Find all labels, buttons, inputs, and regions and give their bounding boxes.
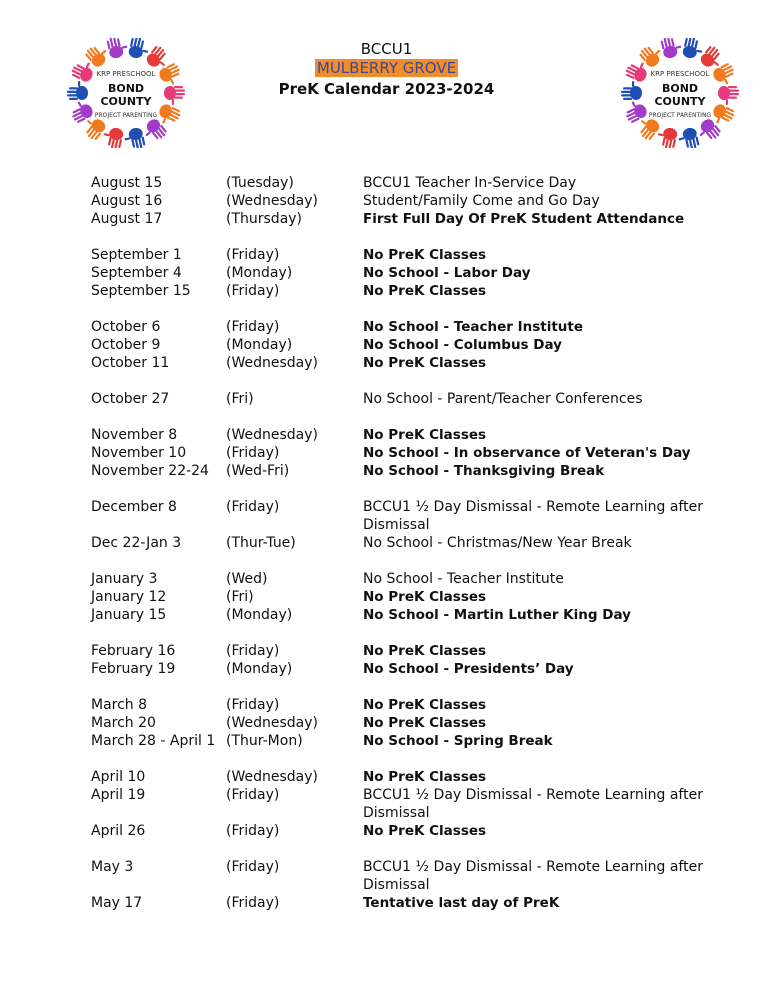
calendar-row: [91, 786, 731, 822]
calendar-row: [91, 282, 731, 300]
event-date: January 15: [91, 607, 167, 623]
event-description: BCCU1 ½ Day Dismissal - Remote Learning after Dismissal: [363, 787, 703, 821]
calendar-row: [91, 318, 731, 336]
event-date: April 26: [91, 823, 146, 839]
event-weekday: (Thursday): [226, 211, 303, 227]
event-date: November 22-24: [91, 463, 209, 479]
month-group: [91, 858, 731, 912]
event-description: No PreK Classes: [363, 283, 487, 299]
event-description: BCCU1 ½ Day Dismissal - Remote Learning after Dismissal: [363, 499, 703, 533]
event-weekday: (Wednesday): [226, 355, 318, 371]
calendar-row: [91, 354, 731, 372]
event-description: BCCU1 Teacher In-Service Day: [363, 175, 577, 191]
svg-text:COUNTY: COUNTY: [654, 95, 706, 108]
event-weekday: (Friday): [226, 859, 280, 875]
school-title: [0, 59, 773, 77]
event-description: No School - In observance of Veteran's Day: [363, 445, 691, 461]
calendar-row: [91, 174, 731, 192]
event-date: August 15: [91, 175, 163, 191]
month-group: [91, 498, 731, 552]
event-weekday: (Wednesday): [226, 715, 318, 731]
event-description: No PreK Classes: [363, 643, 487, 659]
calendar-row: [91, 336, 731, 354]
event-date: January 3: [91, 571, 158, 587]
calendar-row: [91, 264, 731, 282]
calendar-row: [91, 444, 731, 462]
event-weekday: (Friday): [226, 787, 280, 803]
event-date: October 6: [91, 319, 161, 335]
svg-text:COUNTY: COUNTY: [100, 95, 152, 108]
event-date: August 17: [91, 211, 163, 227]
event-date: November 10: [91, 445, 187, 461]
event-description: First Full Day Of PreK Student Attendance: [363, 211, 685, 227]
calendar-row: [91, 390, 731, 408]
event-date: August 16: [91, 193, 163, 209]
calendar-row: [91, 822, 731, 840]
event-date: March 20: [91, 715, 156, 731]
event-weekday: (Wed-Fri): [226, 463, 290, 479]
event-description: No School - Columbus Day: [363, 337, 562, 353]
event-date: February 19: [91, 661, 176, 677]
event-date: October 11: [91, 355, 170, 371]
svg-text:PROJECT PARENTING: PROJECT PARENTING: [648, 112, 712, 119]
month-group: [91, 390, 731, 408]
event-date: Dec 22-Jan 3: [91, 535, 182, 551]
event-date: March 8: [91, 697, 148, 713]
event-date: May 17: [91, 895, 143, 911]
month-group: [91, 696, 731, 750]
event-description: No School - Christmas/New Year Break: [363, 535, 632, 551]
month-group: [91, 246, 731, 300]
calendar-row: [91, 462, 731, 480]
event-date: March 28 - April 1: [91, 733, 216, 749]
school-title-text: MULBERRY GROVE: [316, 59, 457, 77]
event-weekday: (Wed): [226, 571, 268, 587]
event-description: No School - Parent/Teacher Conferences: [363, 391, 643, 407]
handprint-icon: [622, 98, 649, 124]
event-date: September 15: [91, 283, 191, 299]
event-weekday: (Monday): [226, 607, 293, 623]
calendar-row: [91, 246, 731, 264]
calendar-row: [91, 768, 731, 786]
district-title: BCCU1: [360, 40, 413, 58]
event-weekday: (Friday): [226, 643, 280, 659]
event-weekday: (Friday): [226, 697, 280, 713]
calendar-row: [91, 192, 731, 210]
event-description: No School - Thanksgiving Break: [363, 463, 605, 479]
event-description: No School - Martin Luther King Day: [363, 607, 631, 623]
event-date: May 3: [91, 859, 134, 875]
event-weekday: (Friday): [226, 823, 280, 839]
event-weekday: (Friday): [226, 895, 280, 911]
event-description: No PreK Classes: [363, 823, 487, 839]
calendar-row: [91, 732, 731, 750]
event-weekday: (Monday): [226, 265, 293, 281]
event-description: No PreK Classes: [363, 427, 487, 443]
month-group: [91, 426, 731, 480]
calendar-row: [91, 606, 731, 624]
handprint-icon: [68, 98, 95, 124]
event-date: April 19: [91, 787, 146, 803]
event-description: No PreK Classes: [363, 715, 487, 731]
calendar-row: [91, 570, 731, 588]
handprint-icon: [123, 127, 146, 148]
event-description: No School - Spring Break: [363, 733, 553, 749]
event-weekday: (Monday): [226, 661, 293, 677]
month-group: [91, 174, 731, 228]
event-description: No School - Labor Day: [363, 265, 531, 281]
svg-text:KRP PRESCHOOL: KRP PRESCHOOL: [650, 70, 710, 78]
event-date: January 12: [91, 589, 167, 605]
event-date: February 16: [91, 643, 176, 659]
svg-text:BOND: BOND: [107, 82, 145, 95]
event-description: No PreK Classes: [363, 589, 487, 605]
calendar-row: [91, 498, 731, 534]
event-weekday: (Thur-Tue): [226, 535, 296, 551]
calendar-row: [91, 426, 731, 444]
event-weekday: (Wednesday): [226, 769, 318, 785]
event-weekday: (Friday): [226, 283, 280, 299]
event-description: No School - Teacher Institute: [363, 571, 564, 587]
event-weekday: (Wednesday): [226, 193, 318, 209]
handprint-icon: [677, 127, 700, 148]
event-weekday: (Friday): [226, 319, 280, 335]
event-date: November 8: [91, 427, 178, 443]
event-weekday: (Friday): [226, 445, 280, 461]
svg-text:BOND: BOND: [661, 82, 699, 95]
calendar-row: [91, 210, 731, 228]
event-weekday: (Thur-Mon): [226, 733, 303, 749]
event-weekday: (Friday): [226, 499, 280, 515]
event-description: No PreK Classes: [363, 355, 487, 371]
event-date: September 4: [91, 265, 182, 281]
calendar-row: [91, 696, 731, 714]
calendar-list: [91, 174, 731, 930]
event-description: No PreK Classes: [363, 247, 487, 263]
event-description: No PreK Classes: [363, 769, 487, 785]
event-date: October 27: [91, 391, 170, 407]
svg-text:PROJECT PARENTING: PROJECT PARENTING: [94, 112, 158, 119]
event-weekday: (Friday): [226, 247, 280, 263]
event-description: BCCU1 ½ Day Dismissal - Remote Learning after Dismissal: [363, 859, 703, 893]
event-description: Tentative last day of PreK: [363, 895, 560, 911]
calendar-row: [91, 534, 731, 552]
event-date: December 8: [91, 499, 177, 515]
event-description: Student/Family Come and Go Day: [363, 193, 600, 209]
event-description: No PreK Classes: [363, 697, 487, 713]
event-weekday: (Monday): [226, 337, 293, 353]
calendar-row: [91, 714, 731, 732]
month-group: [91, 768, 731, 840]
event-weekday: (Tuesday): [226, 175, 294, 191]
svg-text:KRP PRESCHOOL: KRP PRESCHOOL: [96, 70, 156, 78]
event-description: No School - Teacher Institute: [363, 319, 584, 335]
calendar-title: PreK Calendar 2023-2024: [278, 80, 495, 98]
calendar-row: [91, 660, 731, 678]
calendar-row: [91, 588, 731, 606]
event-weekday: (Fri): [226, 391, 254, 407]
calendar-row: [91, 894, 731, 912]
calendar-row: [91, 642, 731, 660]
calendar-row: [91, 858, 731, 894]
event-description: No School - Presidents’ Day: [363, 661, 574, 677]
event-date: September 1: [91, 247, 182, 263]
event-weekday: (Fri): [226, 589, 254, 605]
month-group: [91, 318, 731, 372]
event-weekday: (Wednesday): [226, 427, 318, 443]
event-date: October 9: [91, 337, 161, 353]
month-group: [91, 570, 731, 624]
month-group: [91, 642, 731, 678]
event-date: April 10: [91, 769, 146, 785]
